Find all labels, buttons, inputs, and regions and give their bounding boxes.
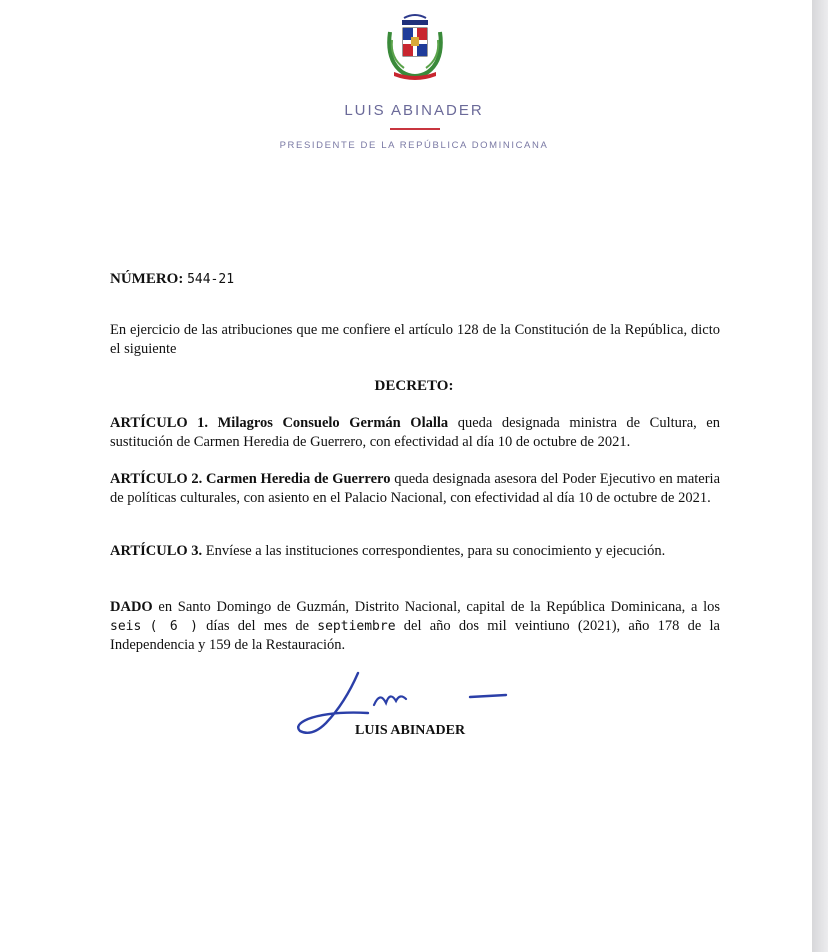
given-paragraph [110, 598, 720, 655]
decree-title: DECRETO: [374, 378, 454, 394]
article-3 [110, 542, 720, 561]
intro-paragraph: En ejercicio de las atribuciones que me confiere el artículo 128 de la Constitución de la República, dicto el siguiente [110, 322, 720, 357]
article-2 [110, 470, 720, 508]
decree-number-label: NÚMERO: [110, 271, 184, 287]
article-2-text: queda designada asesora del Poder Ejecutivo en materia de políticas culturales, con asiento en el Palacio Nacional, con efectividad al día 10 de octubre de 2021. [110, 471, 721, 506]
article-1-label: ARTÍCULO 1. [110, 415, 209, 431]
given-text-2: días del mes de [197, 618, 318, 634]
article-1 [110, 414, 720, 452]
coat-of-arms-icon [382, 10, 448, 80]
decree-number [110, 271, 234, 288]
article-3-label: ARTÍCULO 3. [110, 543, 203, 559]
given-text-1: en Santo Domingo de Guzmán, Distrito Nacional, capital de la República Dominicana, a los [152, 599, 720, 615]
decree-number-value: 544-21 [187, 272, 235, 287]
president-name-header: LUIS ABINADER [344, 102, 484, 119]
article-1-name: Milagros Consuelo Germán Olalla [217, 415, 449, 431]
day-word: seis [110, 619, 142, 634]
month-handwritten: septiembre [317, 619, 396, 634]
given-label: DADO [110, 599, 153, 615]
signatory-name: LUIS ABINADER [355, 723, 466, 738]
article-2-name: Carmen Heredia de Guerrero [206, 471, 391, 487]
day-number: ( 6 ) [149, 619, 198, 634]
article-2-label: ARTÍCULO 2. [110, 471, 203, 487]
header-divider [390, 128, 440, 130]
article-3-text: Envíese a las instituciones correspondientes, para su conocimiento y ejecución. [202, 543, 666, 559]
article-1-text: queda designada ministra de Cultura, en sustitución de Carmen Heredia de Guerrero, con efectividad al día 10 de octubre de 2021. [110, 415, 720, 450]
given-text-3: del año dos mil veintiuno (2021), año 178 de la Independencia y 159 de la Restauración. [110, 618, 720, 653]
president-title-header: PRESIDENTE DE LA REPÚBLICA DOMINICANA [279, 140, 549, 151]
viewer-background [812, 0, 828, 952]
